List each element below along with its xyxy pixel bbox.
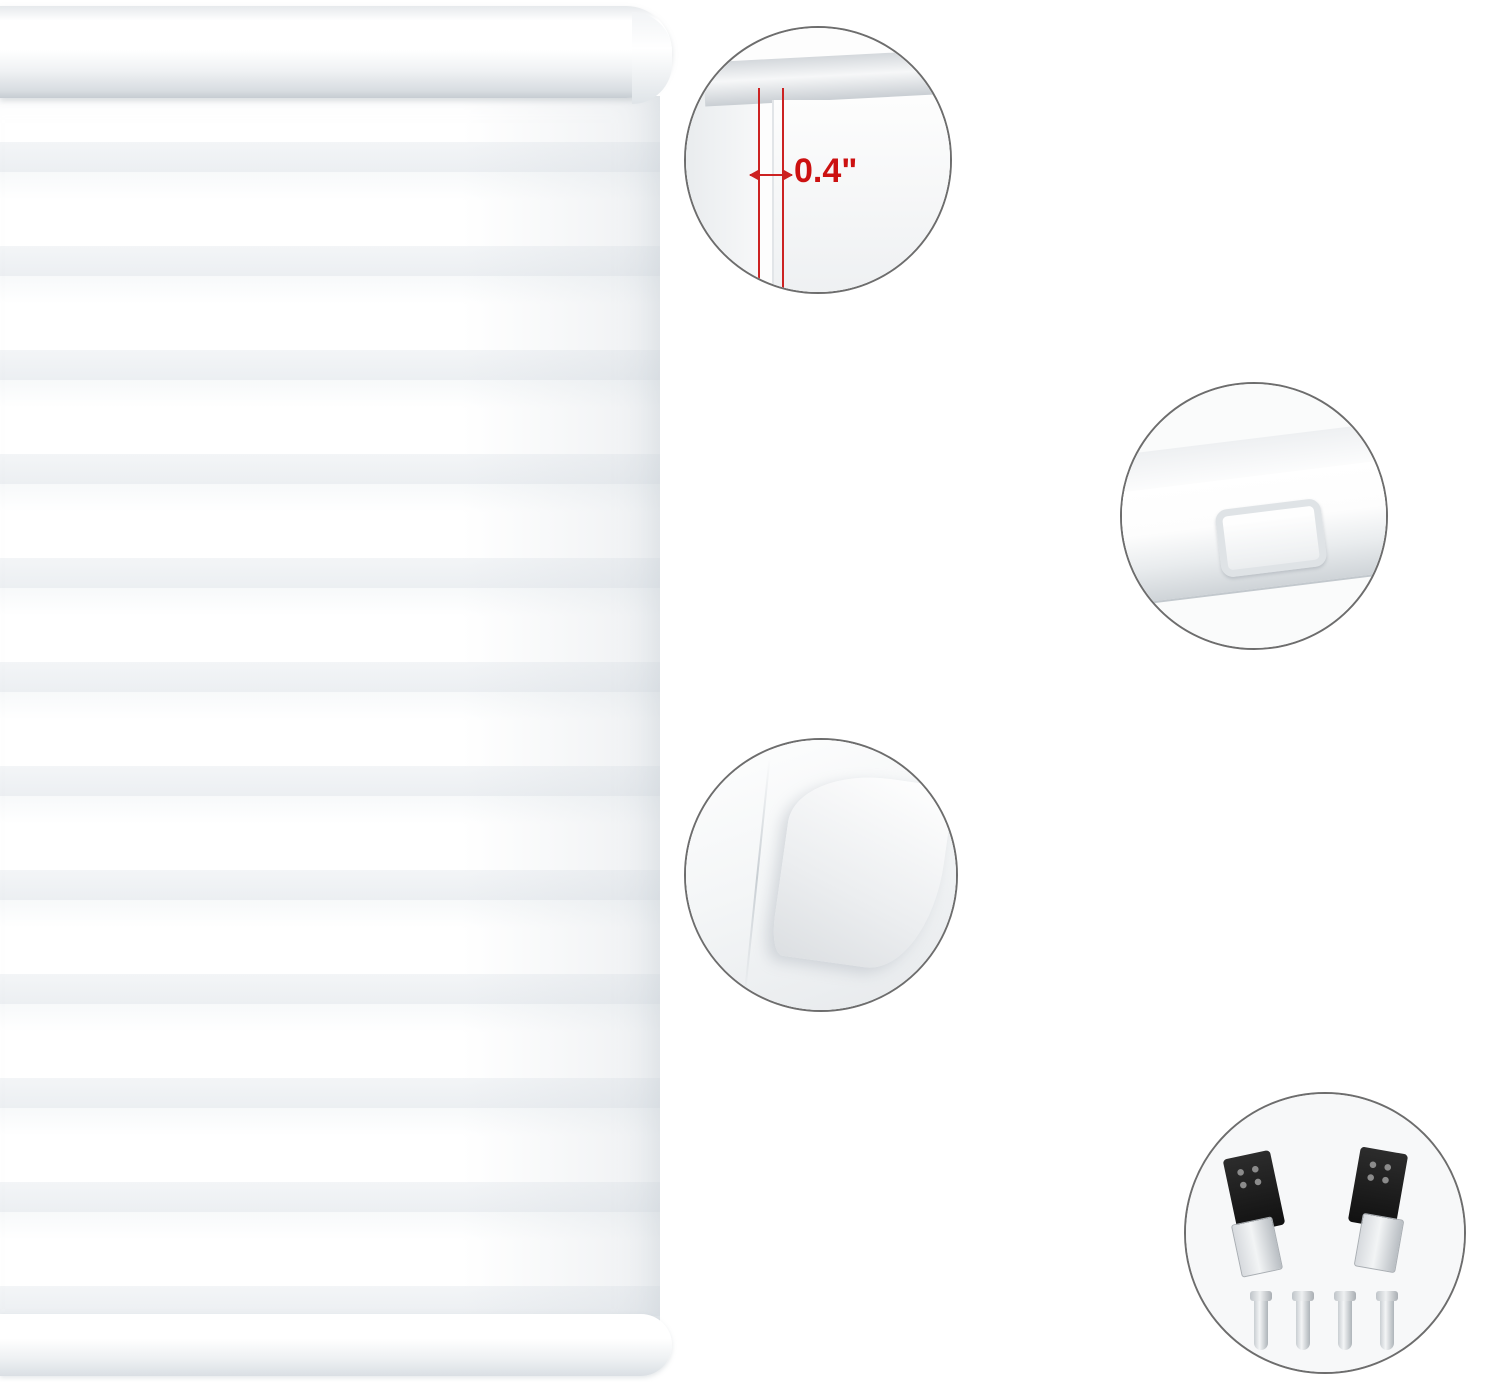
gap-guide-line-right — [782, 88, 784, 294]
screw-icon — [1380, 1296, 1394, 1350]
pull-handle-icon — [1214, 498, 1327, 578]
feature-cordless-shades — [698, 382, 1388, 650]
screw-icon — [1296, 1296, 1310, 1350]
screw-icon — [1338, 1296, 1352, 1350]
feature-patent-line-1: Patent System — [978, 117, 1206, 157]
gap-dimension-arrow-icon — [750, 174, 792, 176]
feature-fabric-line-2: Block heat & glare — [984, 854, 1269, 894]
feature-cordless-label — [698, 433, 1150, 599]
closeup-fabric — [772, 100, 952, 294]
head-rail-end-cap — [632, 12, 672, 104]
window-frame-edge — [686, 86, 760, 292]
feature-patent-line-2: 0.4" Gap on Both Sides — [978, 162, 1343, 201]
feature-premium-fabric — [684, 738, 1376, 1012]
cordless-handle-closeup-bubble — [1120, 382, 1388, 650]
closeup-background — [1186, 1094, 1464, 1372]
feature-callout-list — [680, 0, 1500, 1382]
feature-accessories-line-1: Accessories — [846, 1190, 1036, 1230]
shade-head-rail — [0, 6, 672, 98]
patent-gap-closeup-bubble — [684, 26, 952, 294]
feature-cordless-line-1: Cordless Shades — [775, 450, 1043, 490]
accessories-closeup-bubble — [1184, 1092, 1466, 1374]
feature-fabric-line-3: while enjoying the view. — [984, 899, 1350, 939]
shade-bottom-rail — [0, 1314, 672, 1376]
fabric-closeup-bubble — [684, 738, 958, 1012]
product-image — [0, 0, 680, 1382]
feature-accessories-line-2: All accessories are included — [724, 1235, 1158, 1274]
gap-measurement-text: 0.4" — [794, 152, 858, 190]
feature-patent-system — [684, 26, 1369, 294]
feature-patent-label — [926, 99, 1369, 221]
feature-cordless-line-3: Pull Smoothly & Silently — [724, 540, 1094, 580]
feature-fabric-label — [930, 792, 1376, 958]
feature-accessories-label — [698, 1172, 1214, 1294]
shade-fabric — [0, 96, 660, 1336]
mounting-bracket-foot-icon — [1353, 1213, 1404, 1273]
feature-fabric-line-1: Premium Fabric — [984, 809, 1231, 849]
feature-accessories — [698, 1092, 1466, 1374]
feature-cordless-line-2: Certified Best for Kids — [739, 495, 1079, 535]
gap-guide-line-left — [758, 88, 760, 294]
screw-icon — [1254, 1296, 1268, 1350]
